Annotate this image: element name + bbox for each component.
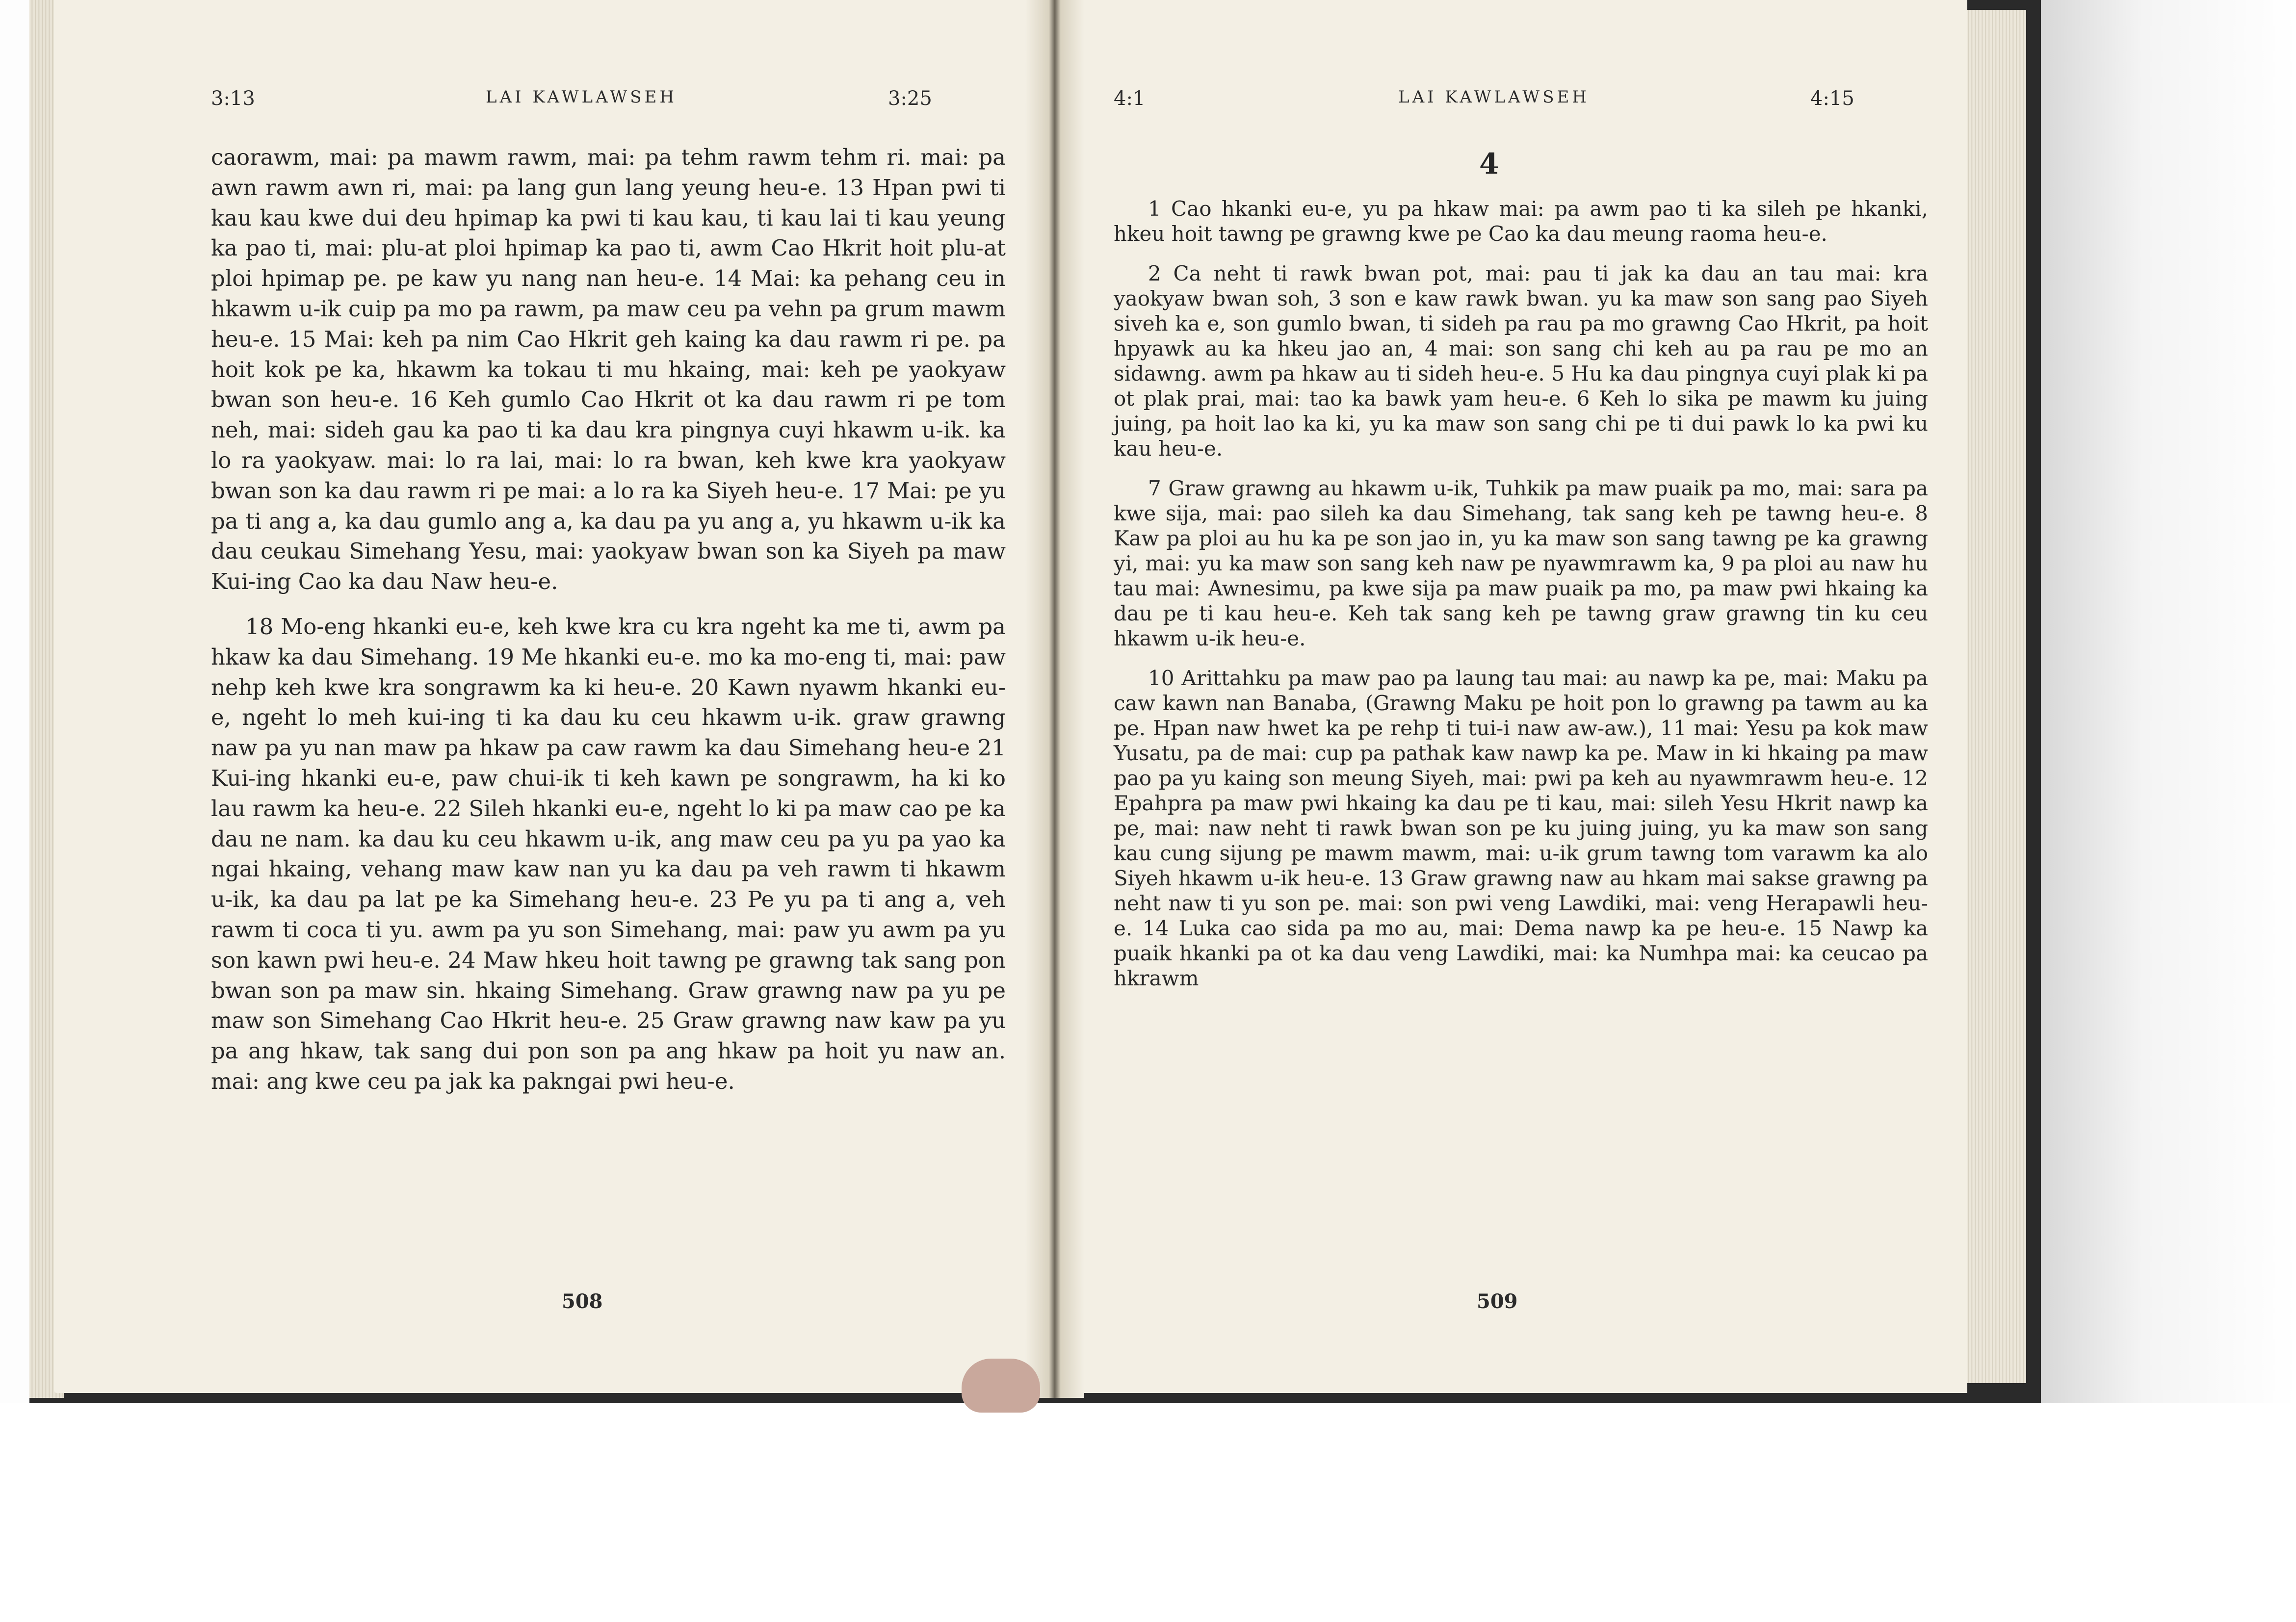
- book-gutter: [1025, 0, 1084, 1398]
- scanner-lid-area: [2041, 0, 2296, 1622]
- left-verse-start: 3:13: [211, 87, 255, 110]
- right-page-edges: [1962, 10, 2026, 1383]
- right-verse-start: 4:1: [1114, 87, 1146, 110]
- right-running-head: LAI KAWLAWSEH: [1398, 87, 1590, 107]
- left-verse-end: 3:25: [888, 87, 932, 110]
- right-verse-end: 4:15: [1810, 87, 1854, 110]
- right-paragraph-2: 2 Ca neht ti rawk bwan pot, mai: pau ti jak ka dau an tau mai: kra yaokyaw bwan soh, 3 son e kaw rawk bwan. yu ka maw son sang pao Siyeh siveh ka e, son gumlo bwan, ti sideh pa rau pa mo grawng Cao Hkrit, pa hoit hpyawk au ka hkeu jao an, 4 mai: son sang chi keh au pa rau pe mo an sidawng. awm pa hkaw au ti sideh heu-e. 5 Hu ka dau pingnya cuyi plak ki pa ot plak prai, mai: tao ka bawk yam heu-e. 6 Keh lo sika pe mawm ku juing juing, pa hoit lao ka ki, yu ka maw son sang chi pe ti dui pawk lo ka pwi ku kau heu-e.: [1114, 261, 1928, 461]
- left-page-number: 508: [562, 1290, 603, 1313]
- left-paragraph-2: 18 Mo-eng hkanki eu-e, keh kwe kra cu kra ngeht ka me ti, awm pa hkaw ka dau Simehang. 19 Me hkanki eu-e. mo ka mo-eng ti, mai: paw nehp keh kwe kra songrawm ka ki heu-e. 20 Kawn nyawm hkanki eu-e, ngeht lo meh kui-ing ti ka dau ku ceu hkawm u-ik. graw grawng naw pa yu nan maw pa hkaw pa caw rawm ka dau Simehang heu-e 21 Kui-ing hkanki eu-e, paw chui-ik ti keh kawn pe songrawm, ha ki ko lau rawm ka heu-e. 22 Sileh hkanki eu-e, ngeht lo ki pa maw cao pe ka dau ne nam. ka dau ku ceu hkawm u-ik, ang maw ceu pa yu pa yao ka ngai hkaing, vehang maw kaw nan yu ka dau pa veh rawm ti hkawm u-ik, ka dau pa lat pe ka Simehang heu-e. 23 Pe yu pa ti ang a, veh rawm ti coca ti yu. awm pa yu son Simehang, mai: paw yu awm pa yu son kawn pwi heu-e. 24 Maw hkeu hoit tawng pe grawng tak sang pon bwan son pa maw sin. hkaing Simehang. Graw grawng naw pa yu pe maw son Simehang Cao Hkrit heu-e. 25 Graw grawng naw kaw pa yu pa ang hkaw, tak sang dui pon son pa ang hkaw pa hoit yu naw an. mai: ang kwe ceu pa jak ka pakngai pwi heu-e.: [211, 613, 1006, 1094]
- right-body-text: [1114, 196, 1928, 991]
- thumb-holding-book: [962, 1359, 1040, 1413]
- right-page-number: 509: [1477, 1290, 1518, 1313]
- left-body-text: [211, 142, 1006, 1097]
- right-page: [1055, 0, 1967, 1393]
- left-page: [54, 0, 1050, 1393]
- left-running-head: LAI KAWLAWSEH: [486, 87, 677, 107]
- right-paragraph-1: 1 Cao hkanki eu-e, yu pa hkaw mai: pa awm pao ti ka sileh pe hkanki, hkeu hoit tawng pe grawng kwe pe Cao ka dau meung raoma heu-e.: [1114, 197, 1928, 246]
- right-paragraph-3: 7 Graw grawng au hkawm u-ik, Tuhkik pa maw puaik pa mo, mai: sara pa kwe sija, mai: pao sileh ka dau Simehang, tak sang keh pe tawng heu-e. 8 Kaw pa ploi au hu ka pe son jao in, yu ka maw son sang tawng pe ka grawng yi, mai: yu ka maw son sang keh naw pe nyawmrawm ka, 9 pa ploi au naw hu tau mai: Awnesimu, pa kwe sija pa maw puaik pa mo, pa maw pwi hkaing ka dau pe ti kau heu-e. Keh tak sang keh pe tawng graw grawng tin ku ceu hkawm u-ik heu-e.: [1114, 476, 1928, 650]
- scan-bottom-margin: [0, 1403, 2296, 1622]
- right-paragraph-4: 10 Arittahku pa maw pao pa laung tau mai: au nawp ka pe, mai: Maku pa caw kawn nan Banaba, (Grawng Maku pe hoit pon lo grawng pa tawm au ka pe. Hpan naw hwet ka pe rehp ti tui-i naw aw-aw.), 11 mai: Yesu pa kok maw Yusatu, pa de mai: cup pa pathak kaw nawp ka pe. Maw in ki hkaing pa maw pao pa yu kaing son meung Siyeh, mai: pwi pa keh au nyawmrawm heu-e. 12 Epahpra pa maw pwi hkaing ka dau pe ti kau, mai: sileh Yesu Hkrit nawp ka pe, mai: naw neht ti rawk bwan son pe ku juing juing, yu ka maw son sang kau cung sijung pe mawm mawm, mai: u-ik grum tawng tom varawm ka alo Siyeh hkawm u-ik heu-e. 13 Graw grawng naw au hkam mai sakse grawng pa neht naw ti yu son pe. mai: son pwi veng Lawdiki, mai: veng Herapawli heu-e. 14 Luka cao sida pa mo au, mai: Dema nawp ka pe heu-e. 15 Nawp ka puaik hkanki pa ot ka dau veng Lawdiki, mai: ka Numhpa mai: ka ceucao pa hkrawm: [1114, 666, 1928, 990]
- left-paragraph-1: caorawm, mai: pa mawm rawm, mai: pa tehm rawm tehm ri. mai: pa awn rawm awn ri, mai: pa lang gun lang yeung heu-e. 13 Hpan pwi ti kau kau kwe dui deu hpimap ka pwi ti kau kau, ti kau lai ti kau yeung ka pao ti, mai: plu-at ploi hpimap ka pao ti, awm Cao Hkrit hoit plu-at ploi hpimap pe. pe kaw yu nang nan heu-e. 14 Mai: ka pehang ceu in hkawm u-ik cuip pa mo pa rawm, pa maw ceu pa vehn pa grum mawm heu-e. 15 Mai: keh pa nim Cao Hkrit geh kaing ka dau rawm ri pe. pa hoit kok pe ka, hkawm ka tokau ti mu hkaing, mai: keh pe yaokyaw bwan son heu-e. 16 Keh gumlo Cao Hkrit ot ka dau rawm ri pe tom neh, mai: sideh gau ka pao ti ka dau kra pingnya cuyi hkawm u-ik. ka lo ra yaokyaw. mai: lo ra lai, mai: lo ra bwan, keh kwe kra yaokyaw bwan son ka dau rawm ri pe mai: a lo ra ka Siyeh heu-e. 17 Mai: pe yu pa ti ang a, ka dau gumlo ang a, ka dau pa yu ang a, yu hkawm u-ik ka dau ceukau Simehang Yesu, mai: yaokyaw bwan son ka Siyeh pa maw Kui-ing Cao ka dau Naw heu-e.: [211, 144, 1006, 595]
- chapter-number: 4: [1479, 147, 1499, 180]
